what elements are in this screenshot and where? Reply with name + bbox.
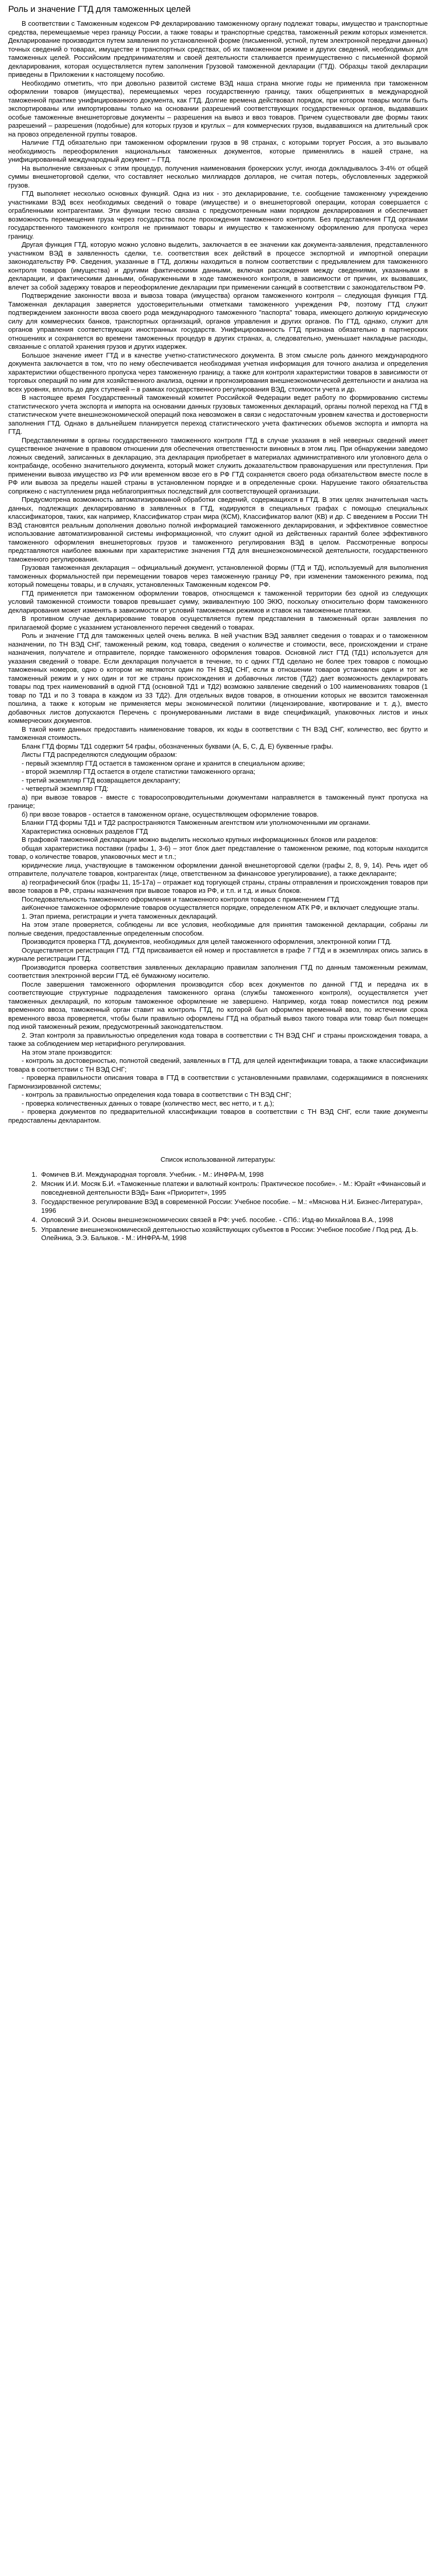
document <box>0 0 436 1264</box>
paragraph: юридические лица, участвующие в таможенном оформлении данной внешнеторговой сделки (графы 2, 8, 9, 14). Речь идет об отправителе, получателе товаров, контрагентах (лице, ответственном за финансовое урегулирование), а также декларанте; <box>8 861 428 877</box>
reference-item: 5. Управление внешнеэкономической деятельностью хозяйствующих субъектов в России: Учебное пособие / Под ред. Д.Ь. Олейника, Э.Э. Балыков. - М.: ИНФРА-М, 1998 <box>39 1226 428 1243</box>
list-item: а) при вывозе товаров - вместе с товаросопроводительными документами направляется в таможенный пункт пропуска на границе; <box>8 793 428 809</box>
paragraph: Представлениями в органы государственного таможенного контроля ГТД в случае указания в ней неверных сведений имеет существенное значение в правовом отношении для обеспечения ответственности виновных в этом лиц. При обнаружении заведомо ложных сведений, записанных в декларацию, эта декларация приобретает в материалах административного или уголовного дела о контрабанде, особенно значительного документа, который может служить доказательством правонарушения или преступления. При применении вывоза имущество из РФ или временном ввозе его в РФ ГТД сохраняется своего рода обязательством вместе после в РФ или вывоза за пределы нашей страны в установленном порядке и в определенные сроки. Нарушение такого обязательства сопряжено с наступлением ряда неблагоприятных последствий для соответствующей организации. <box>8 436 428 495</box>
paragraph: В графовой таможенной декларации можно выделить несколько крупных информационных блоков или разделов: <box>22 836 378 843</box>
paragraph: После завершения таможенного оформления производится сбор всех документов по данной ГТД и передача их в соответствующие структурные подразделения таможенного органа (службы таможенного контроля), осуществляется учет таможенных деклараций, по которым таможенное оформление не завершено. Например, когда товар поместился под режим временного ввоза, таможенный орган ставит на контроль ГТД, по которой был оформлен временный ввоз, по истечении срока временного ввоза проверяется, чтобы были правильно оформлены ГТД на обратный вывоз такого товара или товар был помещен под иной таможенный режим, предусмотренный законодательством. <box>8 980 428 1030</box>
paragraph: Производится проверка ГТД, документов, необходимых для целей таможенного оформления, электронной копии ГТД. <box>22 938 392 945</box>
list-item: - второй экземпляр ГТД остается в отделе статистики таможенного органа; <box>22 768 255 775</box>
list-item: - четвертый экземпляр ГТД: <box>22 785 109 792</box>
document-title: Роль и значение ГТД для таможенных целей <box>8 4 191 14</box>
paragraph: - проверка количественных данных о товаре (количество мест, вес нетто, и т. д.); <box>22 1099 274 1107</box>
list-item: б) при ввозе товаров - остается в таможенном органе, осуществляющем оформление товаров. <box>22 810 319 818</box>
paragraph: В соответствии с Таможенным кодексом РФ декларированию таможенному органу подлежат товары, имущество и транспортные средства, перемещаемые через границу России, а также товары и транспортные средства, таможенный режим которых изменяется. Декларирование производится путем заявления по установленной форме (письменной, устной, путем электронной передачи данных) точных сведений о товарах, имуществе и транспортных средствах, об их таможенном режиме и других сведений, необходимых для таможенных целей. Российским предпринимателям и своей деятельности сталкивается преимущественно с письменной формой декларирования, которая осуществляется путем заполнения Грузовой таможенной декларации (ГТД). Образцы такой декларации приведены в Приложении к настоящему пособию. <box>8 20 428 78</box>
paragraph: - проверка правильности описания товара в ГТД в соответствии с установленными правилами, содержащимися в пояснениях Гармонизированной системы; <box>8 1074 428 1090</box>
paragraph: ГТД выполняет несколько основных функций. Одна из них - это декларирование, т.е. сообщение таможенному учреждению участниками ВЭД всех необходимых сведений о товаре (имуществе) и о внешнеторговой операции, которая совершается с ограбленными контрагентами. Эти функции тесно связана с предусмотренным нами порядком декларирования и обеспечивает возможность перемещения груза через государства после прохождения таможенного контроля. Без представления ГТД органами государственного таможенного контроля не принимают товары и имущество к таможенному оформлению для пропуска через границу. <box>8 190 428 240</box>
paragraph: На этом этапе производится: <box>22 1048 112 1056</box>
paragraph: Роль и значение ГТД для таможенных целей очень велика. В ней участник ВЭД заявляет сведения о товарах и о таможенном назначении, по ТН ВЭД СНГ, таможенный режим, код товара, сведения о количестве и стоимости, весе, происхождении и стране назначения, получателе и отправителе, порядке таможенного оформления товаров. Основной лист ГТД (ТД1) используется для указания сведений о товаре. Если декларация получается в течение, то с одних ГТД сделано не более трех товаров с помощью таможенных номеров, одно о котором не являются один по ТН ВЭД СНГ, если в отношении товаров установлен один и тот же таможенный режим и у них один и тот же страны происхождения и добавочных листов (ТД2) дает возможность декларировать товары под трех наименований в одной ГТД (основной ТД1 и ТД2) возможно заявление сведений о 100 наименованиях товаров (1 товар по ТД1 и по 3 товара в каждом из 33 ТД2). Для отдельных видов товаров, в отношении которых не ввозится таможенная пошлина, а также к которым не применяется меры экономической политики (лицензирование, квотирование и т. д.), вместо добавочных листов допускаются Перечень с пронумерованными листами в виде спецификаций, упаковочных листов и иных коммерческих документов. <box>8 632 428 724</box>
paragraph: В такой книге данных предоставить наименование товаров, их коды в соответствии с ТН ВЭД СНГ, количество, вес брутто и таможенная стоимость. <box>8 725 428 741</box>
intro-section <box>8 20 428 759</box>
paragraph: Бланки ГТД формы ТД1 и ТД2 распространяются Таможенным агентством или уполномоченными им органами. <box>22 819 371 826</box>
sheet-distribution-list <box>8 759 428 793</box>
paragraph: 2. Этап контроля за правильностью определения кода товара в соответствии с ТН ВЭД СНГ и страны происхождения товара, а также за соблюдением мер нетарифного регулирования. <box>8 1031 428 1047</box>
section-heading: Последовательность таможенного оформления и таможенного контроля товаров с применением ГТД <box>22 895 339 903</box>
paragraph: В настоящее время Государственный таможенный комитет Российской Федерации ведет работу по формированию системы статистического учета экспорта и импорта на основании данных грузовых таможенных деклараций, органы полной переход на ГТД в статистическом учете внешнеэкономической операций пока невозможен в связи с недостаточным уровнем качества и достоверности заполнения ГТД. Однако в дальнейшем планируется переход статистического учета фактических объемов экспорта и импорта на ГТД. <box>8 394 428 435</box>
paragraph: Бланк ГТД формы ТД1 содержит 54 графы, обозначенных буквами (А, Б, С, Д, Е) буквенные графы. <box>22 742 334 750</box>
paragraph: Осуществляется регистрация ГТД. ГТД присваивается ей номер и проставляется в графе 7 ГТД и в экземплярах опись запись в журнале регистрации ГТД. <box>8 946 428 962</box>
paragraph: Подтверждение законности ввоза и вывоза товара (имущества) органом таможенного контроля – следующая функция ГТД. Таможенная декларация заверяется удостоверительными отметками таможенного учреждения РФ, поэтому ГТД служит подтверждением законности ввоза своего рода международного таможенного "паспорта" товара, имеющего должную юридическую силу для коммерческих банков, транспортных организаций, органов управления и других органов. По ГТД, однако, служит для органов управления соответствующих иностранных государств. Унифицированность ГТД признана обязательно в партнерских отношениях и сохраняется во времени таможенных процедур в других странах, а, следовательно, уменьшает накладные расходы, связанные с оплатой хранения грузов и других издержек. <box>8 292 428 350</box>
paragraph: - контроль за достоверностью, полнотой сведений, заявленных в ГТД, для целей идентификации товара, а также классификации товара в соответствии с ТН ВЭД СНГ; <box>8 1057 428 1073</box>
references-list <box>13 1171 428 1243</box>
main-section <box>8 819 428 1125</box>
list-item: - первый экземпляр ГТД остается в таможенном органе и хранится в специальном архиве; <box>22 759 305 767</box>
paragraph: аиКонечное таможенное оформление товаров осуществляется порядке, определенном АТК РФ, и включает следующие этапы. <box>22 904 420 911</box>
paragraph: Предусмотрена возможность автоматизированной обработки сведений, содержащихся в ГТД. В этих целях значительная часть данных, подлежащих декларированию в заявленных в ГТД, кодируются в специальных графах с помощью специальных классификаторов, таких, как например, Классификатор стран мира (КСМ), Классификатор валют (КВ) и др. С введением в России ТН ВЭД становятся реальным дополнения довольно полной информацией таможенного декларирования, и эффективное совместное использование автоматизированной системы информационной, что служит одной из действенных гарантий более эффективного таможенного оформления внешнеторговых грузов и таможенного регулирования ВЭД в целом. Рассмотренные вопросы представляются наиболее важными при характеристике значения ГТД для внешнеэкономической деятельности, государственного таможенного регулирования. <box>8 496 428 563</box>
paragraph: а) географический блок (графы 11, 15-17а) – отражает код торгующей страны, страны отправления и происхождения товаров при ввозе товаров в РФ, страны назначения при вывозе товаров из РФ, и т.п. и т.д. и иных блоков. <box>8 878 428 894</box>
reference-item: 1. Фомичев В.И. Международная торговля. Учебник. - М.: ИНФРА-М, 1998 <box>39 1171 428 1179</box>
paragraph: Производится проверка соответствия заявленных декларацию правилам заполнения ГТД по данным таможенным режимам, соответствия электронной версии ГТД, её бумажному носителю. <box>8 963 428 979</box>
paragraph: На этом этапе проверяется, соблюдены ли все условия, необходимые для принятия таможенной декларации, собраны ли полные сведения, предоставленные определенным способом. <box>8 921 428 937</box>
paragraph: Наличие ГТД обязательно при таможенном оформлении грузов в 98 странах, с которыми торгует Россия, а это вызывало необходимость переоформления национальных таможенных документов, которые применялись в нашей стране, на унифицированный международный документ – ГТД. <box>8 139 428 163</box>
paragraph: Другая функция ГТД, которую можно условно выделить, заключается в ее значении как документа-заявления, представленного участником ВЭД в заявленность сделки, т.е. соответствия всех действий в процессе экспортной и импортной операции законодательству РФ. Сведения, указанные в ГТД, должны находиться в полном соответствии с предъявлением для таможенного контроля товаров (имущества) и другими фактическими данными, включая расхождения между сведениями, указанными в декларации, и фактическими данными, обнаруженными в ходе таможенного контроля, в зависимости от причин, их вызвавших, влечет за собой задержку товаров и переоформление декларации при применении санкций в соответствии с законодательством РФ. <box>8 241 428 291</box>
reference-item: 4. Орловский Э.И. Основы внешнеэкономических связей в РФ: учеб. пособие. - СПб.: Изд-во Михайлова В.А., 1998 <box>39 1216 428 1225</box>
section-heading: Характеристика основных разделов ГТД <box>22 827 148 835</box>
list-item: - третий экземпляр ГТД возвращается декларанту; <box>22 776 181 784</box>
paragraph: В противном случае декларирование товаров осуществляется путем представления в таможенный орган заявления по прилагаемой форме с указанием установленного перечня сведений о товарах. <box>8 615 428 631</box>
paragraph: - контроль за правильностью определения кода товара в соответствии с ТН ВЭД СНГ; <box>22 1091 291 1098</box>
fourth-copy-list <box>8 793 428 819</box>
paragraph: Необходимо отметить, что при довольно развитой системе ВЭД наша страна многие годы не применяла при таможенном оформлении товаров (имущества), перемещаемых через государственную границу, таких общепринятых в международной таможенной практике унифицированного документа, как ГТД. Долгие времена действовал порядок, при котором товары могли быть экспортированы или импортированы только на основании разрешений соответствующих государственных органов, выдававших особые таможенные внешнеторговые документы – разрешения на вывоз и ввоз товаров. Причем существовали две формы таких разрешений – разрешения (подобные) для которых грузов и круглых – для коммерческих грузов, выдававшихся на длительный срок на провоз определенной группы товаров. <box>8 79 428 138</box>
reference-item: 3. Государственное регулирование ВЭД в современной России: Учебное пособие. – М.: «Мяснова Н.И. Бизнес-Литература», 1996 <box>39 1198 428 1215</box>
paragraph: Большое значение имеет ГТД и в качестве учетно-статистического документа. В этом смысле роль данного международного документа заключается в том, что по нему обеспечивается необходимая учетная информация для точного анализа и определения характеристики общественного пропуска через таможенную границу, а также для контроля характеристики товаров в зависимости от торговых операций по ним для хозяйственного анализа, оценки и прогнозирования внешнеэкономической деятельности и анализа на всех уровнях, вплоть до двух ступеней – в рамках государственного регулирования ВЭД, стоимости учета и др. <box>8 351 428 393</box>
paragraph: На выполнение связанных с этим процедур, получения наименования брокерских услуг, иногда докладывалось 3-4% от общей суммы внешнеторговой сделки, что составляет несколько миллиардов долларов, не считая потерь, обусловленных задержкой грузов. <box>8 164 428 189</box>
paragraph: ГТД применяется при таможенном оформлении товаров, относящемся к таможенной территории без одной из следующих условий таможенной стоимости товаров превышает сумму, эквивалентную 100 ЭКЮ, поскольку относительно форм таможенного декларирования может изменять в зависимости от условий таможенных режимов и ставок на таможенные платежи. <box>8 589 428 614</box>
paragraph: общая характеристика поставки (графы 1, 3-6) – этот блок дает представление о таможенном режиме, под которым находится товар, о количестве товаров, упаковочных мест и т.п.; <box>8 844 428 860</box>
paragraph: 1. Этап приема, регистрации и учета таможенных деклараций. <box>22 912 218 920</box>
paragraph: Листы ГТД распределяются следующим образом: <box>22 751 177 758</box>
reference-item: 2. Мясник И.И. Мосяк Б.И. «Таможенные платежи и валютный контроль: Практическое пособие». - М.: Юрайт «Финансовый и повседневной деятельности ВЭД» Банк «Приоритет», 1995 <box>39 1180 428 1197</box>
paragraph: - проверка документов по предварительной классификации товаров в соответствии с ТН ВЭД СНГ, если такие документы предоставлены декларантом. <box>8 1108 428 1124</box>
references-title: Список использованной литературы: <box>160 1156 276 1163</box>
paragraph: Грузовая таможенная декларация – официальный документ, установленной формы (ГТД и ТД), используемый для выполнения таможенных формальностей при перемещении товаров через таможенную границу РФ, при изменении таможенного режима, под который помещены товары, и в случаях, установленных Таможенным кодексом РФ. <box>8 564 428 588</box>
